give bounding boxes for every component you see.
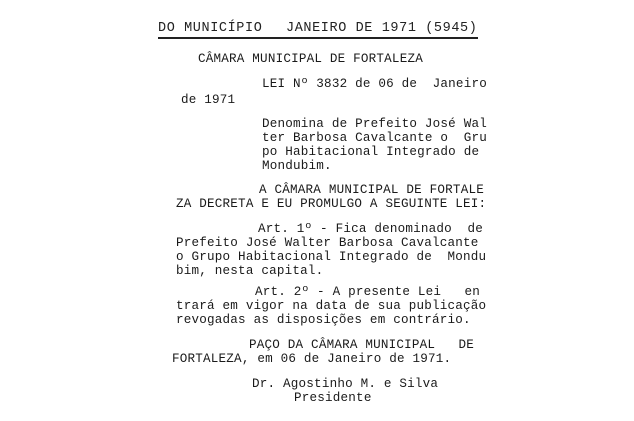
header-section: DO MUNICÍPIO <box>158 21 263 36</box>
summary-line: po Habitacional Integrado de <box>262 145 480 159</box>
art2-line: trará em vigor na data de sua publicação <box>176 299 487 313</box>
law-title-line1: LEI Nº 3832 de 06 de Janeiro <box>262 77 487 91</box>
art1-line: Art. 1º - Fica denominado de <box>258 222 483 236</box>
art1-line: o Grupo Habitacional Integrado de Mondu <box>176 250 487 264</box>
preamble-line: ZA DECRETA E EU PROMULGO A SEGUINTE LEI: <box>176 197 487 211</box>
art1-line: Prefeito José Walter Barbosa Cavalcante <box>176 236 479 250</box>
art2-line: revogadas as disposições em contrário. <box>176 313 471 327</box>
summary-line: Denomina de Prefeito José Wal <box>262 117 487 131</box>
issuer: CÂMARA MUNICIPAL DE FORTALEZA <box>198 52 423 66</box>
art1-line: bim, nesta capital. <box>176 264 324 278</box>
signature-title: Presidente <box>294 391 372 405</box>
closing-line: PAÇO DA CÂMARA MUNICIPAL DE <box>249 338 474 352</box>
law-title-line2: de 1971 <box>181 93 236 107</box>
summary-line: Mondubim. <box>262 159 332 173</box>
closing-line: FORTALEZA, em 06 de Janeiro de 1971. <box>172 352 452 366</box>
header-date-issue: JANEIRO DE 1971 (5945) <box>286 21 478 36</box>
preamble-line: A CÂMARA MUNICIPAL DE FORTALE <box>259 183 484 197</box>
signature-name: Dr. Agostinho M. e Silva <box>252 377 439 391</box>
summary-line: ter Barbosa Cavalcante o Gru <box>262 131 487 145</box>
art2-line: Art. 2º - A presente Lei en <box>255 285 480 299</box>
header-rule <box>158 37 478 39</box>
